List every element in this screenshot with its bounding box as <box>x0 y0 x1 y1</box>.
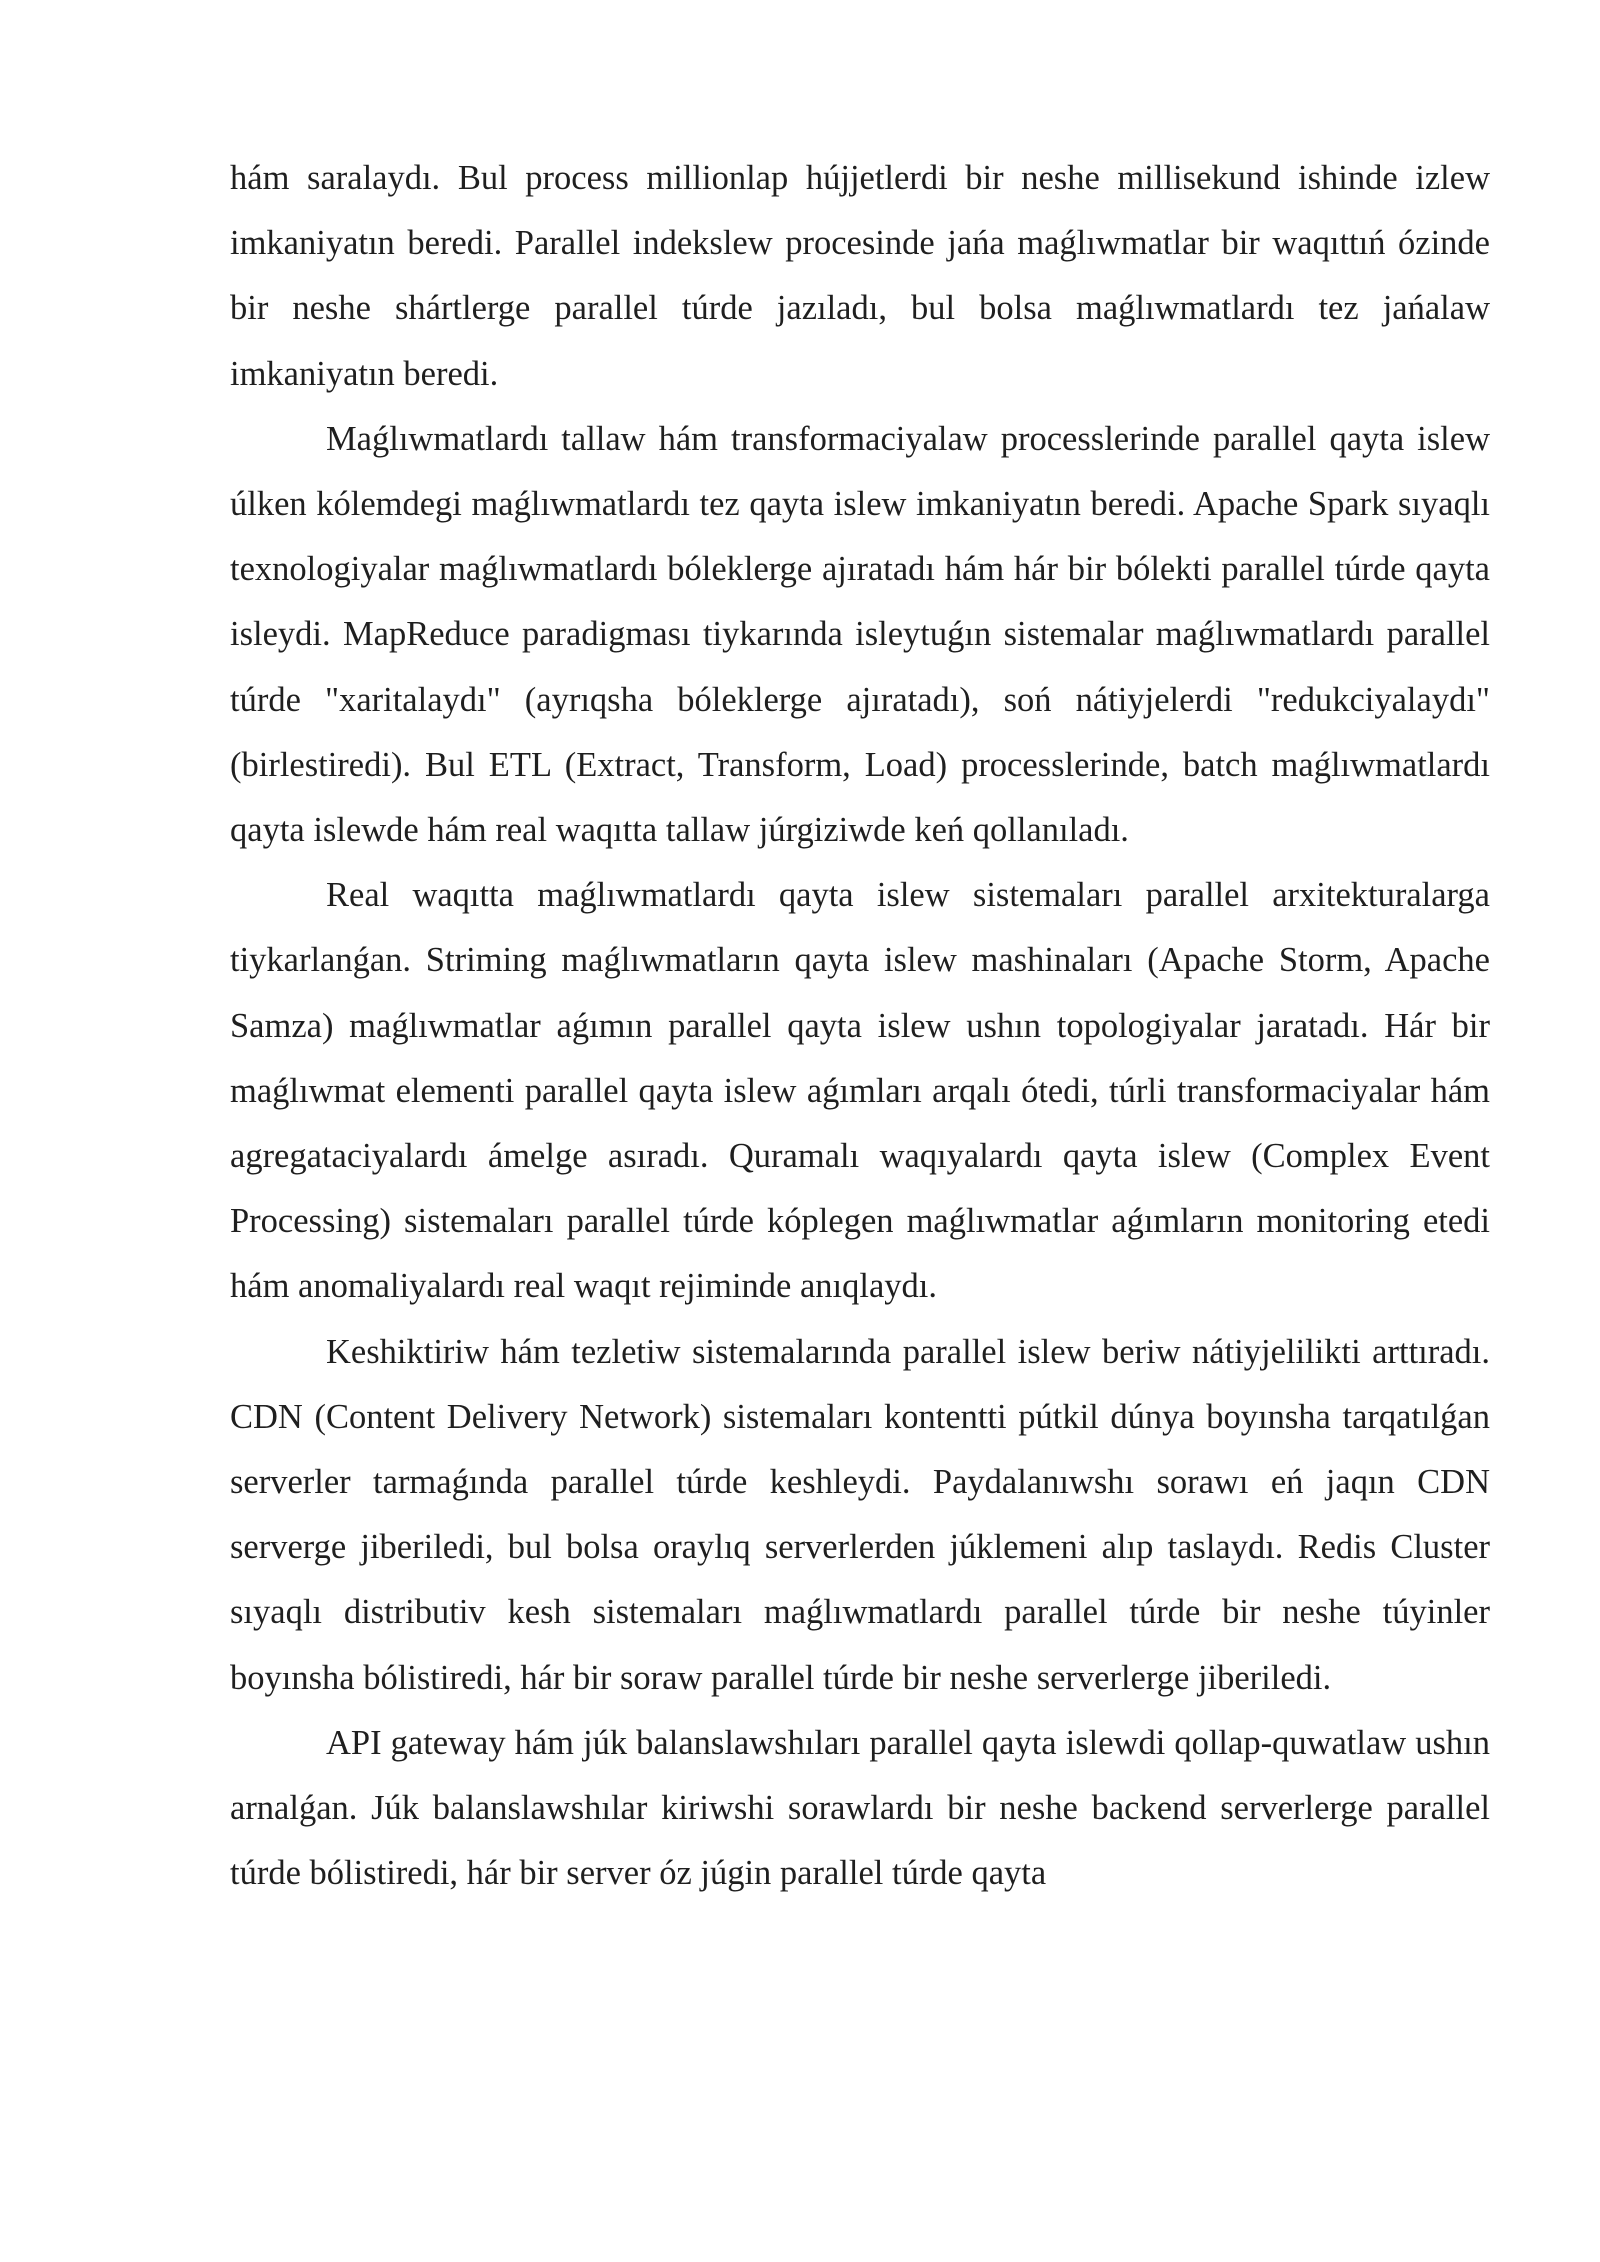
paragraph-continuation: hám saralaydı. Bul process millionlap hújjetlerdi bir neshe millisekund ishinde izlew imkaniyatın beredi. Parallel indekslew procesinde jańa maǵlıwmatlar bir waqıttıń ózinde bir neshe shártlerge parallel túrde jazıladı, bul bolsa maǵlıwmatlardı tez jańalaw imkaniyatın beredi. <box>230 159 1490 393</box>
body-text <box>230 146 1490 1906</box>
paragraph-api-gateway: API gateway hám júk balanslawshıları parallel qayta islewdi qollap-quwatlaw ushın arnalǵan. Júk balanslawshılar kiriwshi sorawlardı bir neshe backend serverlerge parallel túrde bólistiredi, hár bir server óz júgin parallel túrde qayta <box>230 1723 1490 1893</box>
paragraph-real-time-processing: Real waqıtta maǵlıwmatlardı qayta islew sistemaları parallel arxitekturalarga tiykarlanǵan. Striming maǵlıwmatların qayta islew mashinaları (Apache Storm, Apache Samza) maǵlıwmatlar aǵımın parallel qayta islew ushın topologiyalar jaratadı. Hár bir maǵlıwmat elementi parallel qayta islew aǵımları arqalı ótedi, túrli transformaciyalar hám agregataciyalardı ámelge asıradı. Quramalı waqıyalardı qayta islew (Complex Event Processing) sistemaları parallel túrde kóplegen maǵlıwmatlar aǵımların monitoring etedi hám anomaliyalardı real waqıt rejiminde anıqlaydı. <box>230 876 1490 1306</box>
paragraph-caching-systems: Keshiktiriw hám tezletiw sistemalarında parallel islew beriw nátiyjelilikti arttıradı. CDN (Content Delivery Network) sistemaları kontentti pútkil dúnya boyınsha tarqatılǵan serverler tarmaǵında parallel túrde keshleydi. Paydalanıwshı sorawı eń jaqın CDN serverge jiberiledi, bul bolsa oraylıq serverlerden júklemeni alıp taslaydı. Redis Cluster sıyaqlı distributiv kesh sistemaları maǵlıwmatlardı parallel túrde bir neshe túyinler boyınsha bólistiredi, hár bir soraw parallel túrde bir neshe serverlerge jiberiledi. <box>230 1332 1490 1697</box>
paragraph-data-analysis: Maǵlıwmatlardı tallaw hám transformaciyalaw processlerinde parallel qayta islew úlken kólemdegi maǵlıwmatlardı tez qayta islew imkaniyatın beredi. Apache Spark sıyaqlı texnologiyalar maǵlıwmatlardı bóleklerge ajıratadı hám hár bir bólekti parallel túrde qayta isleydi. MapReduce paradigması tiykarında isleytuǵın sistemalar maǵlıwmatlardı parallel túrde "xaritalaydı" (ayrıqsha bóleklerge ajıratadı), soń nátiyjelerdi "redukciyalaydı" (birlestiredi). Bul ETL (Extract, Transform, Load) processlerinde, batch maǵlıwmatlardı qayta islewde hám real waqıtta tallaw júrgiziwde keń qollanıladı. <box>230 419 1490 850</box>
